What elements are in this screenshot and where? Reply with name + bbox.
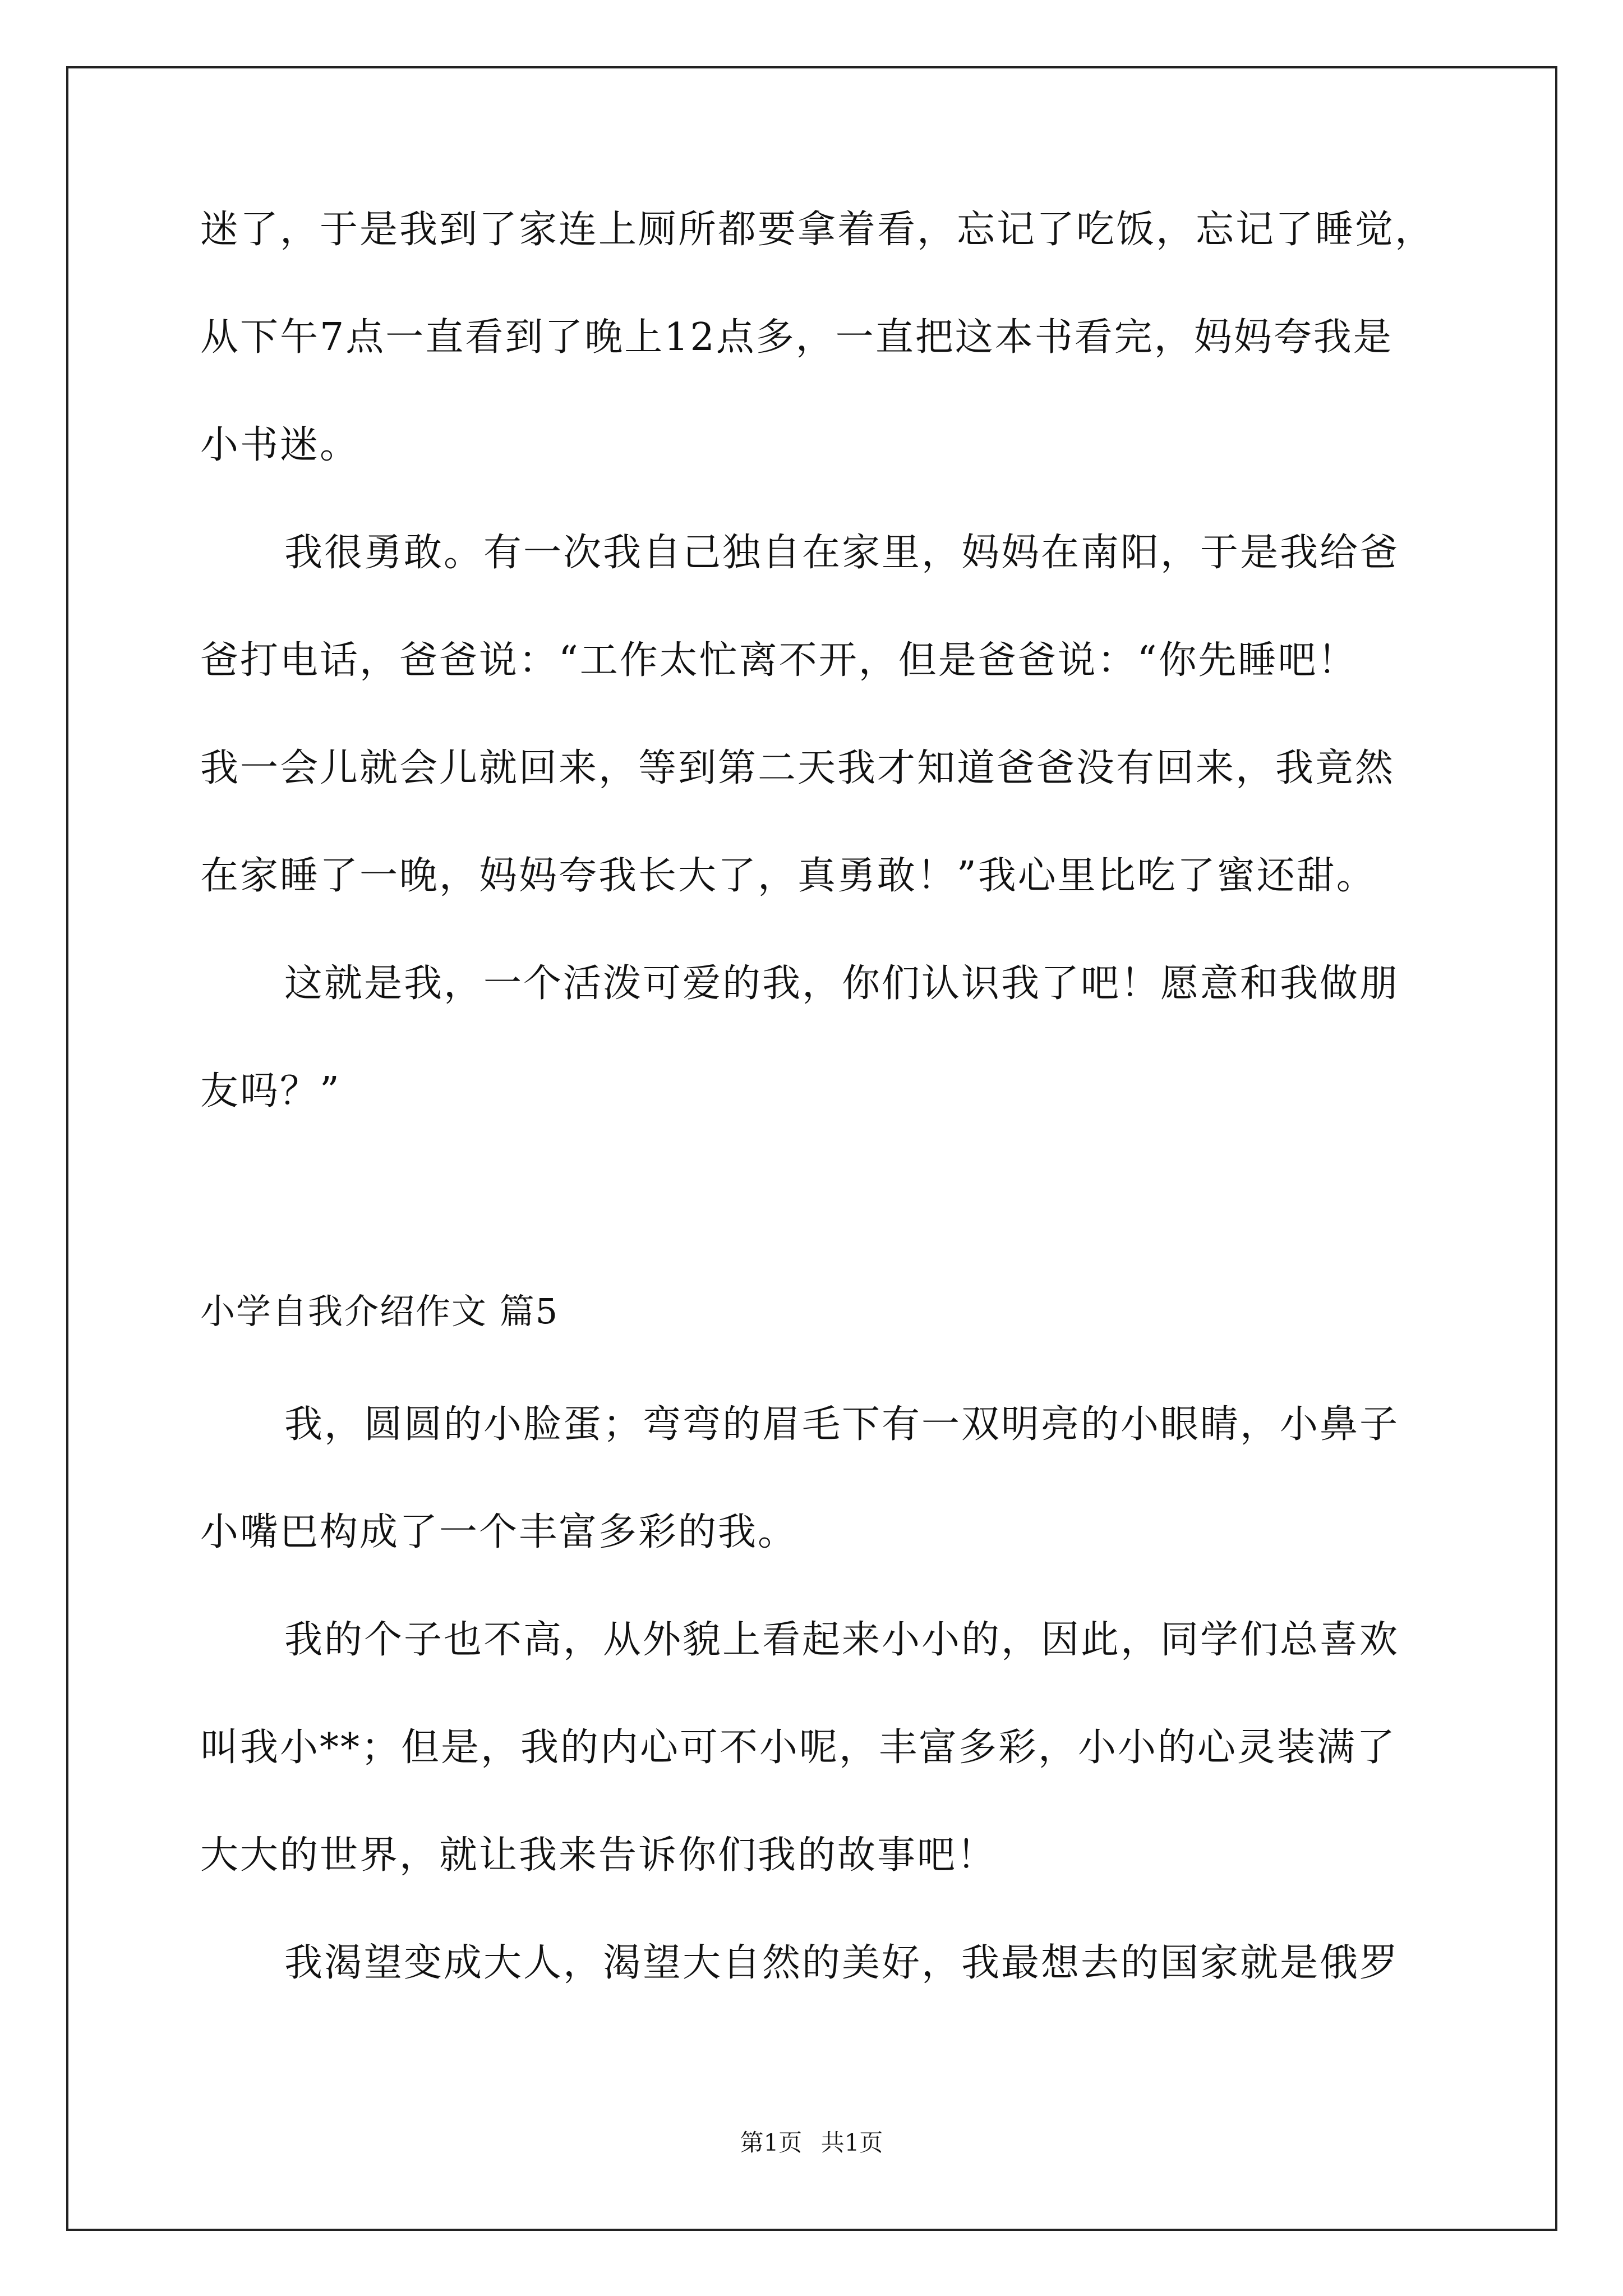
page-border — [66, 66, 1557, 2231]
section-heading: 小学自我介绍作文 篇5 — [200, 1291, 559, 1332]
paragraph-line: 这就是我，一个活泼可爱的我，你们认识我了吧！愿意和我做朋 — [284, 961, 1400, 1006]
page-footer — [0, 2129, 1623, 2157]
paragraph-line: 大大的世界，就让我来告诉你们我的故事吧！ — [200, 1833, 997, 1878]
paragraph-line: 在家睡了一晚，妈妈夸我长大了，真勇敢！”我心里比吃了蜜还甜。 — [200, 854, 1376, 898]
paragraph-line: 叫我小**；但是，我的内心可不小呢，丰富多彩，小小的心灵装满了 — [200, 1726, 1397, 1770]
paragraph-line: 我，圆圆的小脸蛋；弯弯的眉毛下有一双明亮的小眼睛，小鼻子 — [284, 1402, 1400, 1447]
paragraph-line: 小嘴巴构成了一个丰富多彩的我。 — [200, 1510, 798, 1554]
paragraph-line: 友吗？” — [200, 1069, 341, 1114]
paragraph-line: 爸打电话，爸爸说：“工作太忙离不开，但是爸爸说：“你先睡吧！ — [200, 638, 1358, 683]
paragraph-line: 从下午7点一直看到了晚上12点多，一直把这本书看完，妈妈夸我是 — [200, 315, 1393, 360]
paragraph-line: 迷了，于是我到了家连上厕所都要拿着看，忘记了吃饭，忘记了睡觉， — [200, 208, 1435, 252]
page-number: 第1页 — [740, 2129, 803, 2156]
paragraph-line: 小书迷。 — [200, 423, 360, 467]
paragraph-line: 我很勇敢。有一次我自己独自在家里，妈妈在南阳，于是我给爸 — [284, 531, 1400, 575]
paragraph-line: 我一会儿就会儿就回来，等到第二天我才知道爸爸没有回来，我竟然 — [200, 746, 1395, 790]
paragraph-line: 我的个子也不高，从外貌上看起来小小的，因此，同学们总喜欢 — [284, 1618, 1400, 1662]
paragraph-line: 我渴望变成大人，渴望大自然的美好，我最想去的国家就是俄罗 — [284, 1941, 1400, 1985]
page-total: 共1页 — [820, 2129, 883, 2156]
